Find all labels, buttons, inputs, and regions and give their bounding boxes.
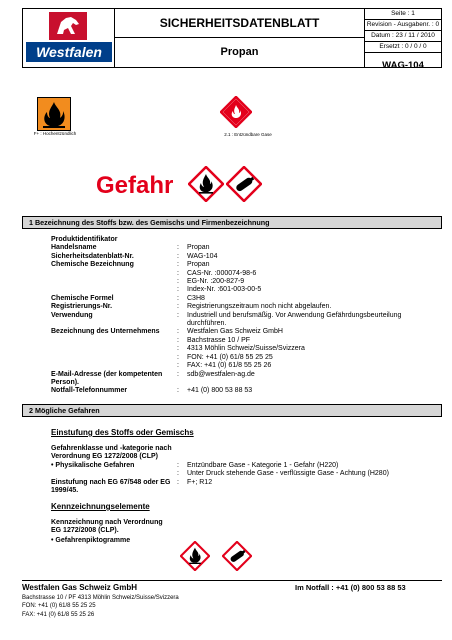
document-header bbox=[22, 8, 442, 71]
table-row bbox=[51, 244, 441, 252]
field-label: Handelsname bbox=[51, 244, 97, 252]
field-value bbox=[187, 312, 441, 329]
ghs-flame-icon-small bbox=[180, 541, 210, 576]
signal-word: Gefahr bbox=[96, 172, 174, 199]
field-label: • Physikalische Gefahren bbox=[51, 461, 135, 469]
field-separator bbox=[177, 236, 187, 244]
field-value bbox=[187, 244, 441, 252]
field-separator: : : : : : bbox=[177, 328, 179, 370]
ghs-gas-cylinder-icon bbox=[226, 166, 262, 207]
field-separator: : bbox=[177, 387, 179, 395]
field-value-line: Propan bbox=[187, 261, 210, 269]
field-value bbox=[187, 236, 441, 244]
field-separator: : : : : bbox=[177, 261, 179, 294]
field-value-line: Registrierungszeitraum noch nicht abgelaufen. bbox=[187, 303, 332, 311]
footer-company: Westfalen Gas Schweiz GmbH bbox=[22, 583, 137, 592]
field-value-line: EG-Nr. :200-827-9 bbox=[187, 278, 245, 286]
footer-emergency-number: Im Notfall : +41 (0) 800 53 88 53 bbox=[295, 583, 406, 592]
ghs-flame-icon bbox=[188, 166, 224, 207]
section-1-table bbox=[51, 236, 441, 396]
field-value bbox=[187, 328, 441, 370]
company-logo bbox=[23, 9, 115, 67]
issue-date: Datum : 23 / 11 / 2010 bbox=[365, 31, 441, 42]
revision-number: Revision - Ausgabenr. : 0 bbox=[365, 20, 441, 31]
field-value-line: WAG-104 bbox=[187, 252, 218, 260]
footer-phone: FON: +41 (0) 61/8 55 25 25 bbox=[22, 603, 96, 610]
field-separator: : bbox=[177, 370, 179, 378]
logo-wordmark: Westfalen bbox=[26, 42, 112, 62]
document-meta bbox=[365, 9, 441, 71]
page-number: Seite : 1 bbox=[365, 9, 441, 20]
field-separator bbox=[177, 445, 187, 462]
product-name: Propan bbox=[115, 38, 365, 67]
table-row bbox=[51, 371, 441, 388]
footer-fax: FAX: +41 (0) 61/8 55 25 26 bbox=[22, 611, 95, 618]
pictograms-heading: • Gefahrenpiktogramme bbox=[51, 537, 131, 544]
field-value bbox=[187, 387, 441, 395]
field-value-line: Bachstrasse 10 / PF bbox=[187, 336, 251, 344]
field-value bbox=[187, 253, 441, 261]
field-label: Chemische Formel bbox=[51, 294, 114, 302]
field-label: Bezeichnung des Unternehmens bbox=[51, 328, 160, 336]
field-value-line: Industriell und berufsmäßig. Vor Anwendung Gefährdungsbeurteilung durchführen. bbox=[187, 311, 402, 328]
footer-address bbox=[22, 594, 179, 619]
field-value bbox=[187, 303, 441, 311]
replaces-version: Ersetzt : 0 / 0 / 0 bbox=[365, 42, 441, 53]
field-value bbox=[187, 261, 441, 295]
table-row bbox=[51, 328, 441, 370]
table-row bbox=[51, 479, 441, 496]
field-value-line: Entzündbare Gase - Kategorie 1 - Gefahr (H220) bbox=[187, 461, 339, 469]
footer-divider bbox=[22, 580, 442, 581]
field-value bbox=[187, 445, 441, 462]
field-value-line: CAS-Nr. :000074-98-6 bbox=[187, 269, 257, 277]
field-label: Notfall-Telefonnummer bbox=[51, 387, 128, 395]
table-row bbox=[51, 253, 441, 261]
table-row bbox=[51, 387, 441, 395]
field-value-line: Index-Nr. :601-003-00-5 bbox=[187, 286, 262, 294]
table-row bbox=[51, 236, 441, 244]
footer-address-line: Bachstrasse 10 / PF 4313 Möhlin Schweiz/Suisse/Svizzera bbox=[22, 595, 179, 601]
field-separator: : bbox=[177, 478, 179, 486]
table-row bbox=[51, 261, 441, 295]
field-separator: : : bbox=[177, 461, 179, 478]
field-label: Verwendung bbox=[51, 311, 93, 319]
field-label: Einstufung nach EG 67/548 oder EG 1999/45. bbox=[51, 478, 171, 495]
field-separator: : bbox=[177, 303, 179, 311]
clp-label-heading: Kennzeichnung nach Verordnung EG 1272/2008 (CLP). bbox=[51, 519, 163, 535]
table-row bbox=[51, 295, 441, 303]
old-symbol-label: F+ : Hochentzündlich bbox=[33, 131, 77, 136]
table-row bbox=[51, 303, 441, 311]
field-value-line: C3H8 bbox=[187, 294, 205, 302]
document-code: WAG-104 bbox=[382, 60, 424, 71]
field-value-line: Unter Druck stehende Gase - verflüssigte Gase - Achtung (H280) bbox=[187, 470, 389, 478]
field-value-line: 4313 Möhlin Schweiz/Suisse/Svizzera bbox=[187, 345, 305, 353]
field-label: Chemische Bezeichnung bbox=[51, 261, 134, 269]
horse-logo-icon bbox=[49, 12, 87, 40]
section-2-heading: 2 Mögliche Gefahren bbox=[22, 404, 442, 417]
field-separator: : bbox=[177, 252, 179, 260]
field-value-line: sdb@westfalen-ag.de bbox=[187, 370, 255, 378]
classification-subheading: Einstufung des Stoffs oder Gemischs bbox=[51, 428, 194, 437]
field-label: Registrierungs-Nr. bbox=[51, 303, 113, 311]
field-value bbox=[187, 295, 441, 303]
flammable-old-symbol-icon bbox=[37, 97, 71, 131]
ghs-gas-cylinder-icon-small bbox=[222, 541, 252, 576]
field-value bbox=[187, 371, 441, 388]
field-value bbox=[187, 462, 441, 479]
field-label: E-Mail-Adresse (der kompetenten Person). bbox=[51, 370, 163, 386]
field-label: Sicherheitsdatenblatt-Nr. bbox=[51, 252, 134, 260]
label-elements-subheading: Kennzeichnungselemente bbox=[51, 502, 150, 511]
field-value-line: Propan bbox=[187, 244, 210, 252]
field-value-line: +41 (0) 800 53 88 53 bbox=[187, 387, 253, 395]
table-row bbox=[51, 445, 441, 462]
field-value-line: FON: +41 (0) 61/8 55 25 25 bbox=[187, 353, 273, 361]
field-value bbox=[187, 479, 441, 496]
section-2-table bbox=[51, 445, 441, 495]
table-row bbox=[51, 312, 441, 329]
field-value-line: FAX: +41 (0) 61/8 55 25 26 bbox=[187, 362, 272, 370]
field-separator: : bbox=[177, 244, 179, 252]
ghs-flammable-icon bbox=[220, 96, 252, 133]
ghs-class-label: 2.1 : Entzündbare Gase bbox=[224, 132, 272, 137]
field-value-line: Westfalen Gas Schweiz GmbH bbox=[187, 328, 283, 336]
field-value-line: F+; R12 bbox=[187, 478, 213, 486]
field-separator: : bbox=[177, 294, 179, 302]
field-label: Produktidentifikator bbox=[51, 236, 118, 243]
document-title: SICHERHEITSDATENBLATT bbox=[115, 9, 365, 38]
section-1-heading: 1 Bezeichnung des Stoffs bzw. des Gemischs und Firmenbezeichnung bbox=[22, 216, 442, 229]
field-label: Gefahrenklasse und -kategorie nach Verordnung EG 1272/2008 (CLP) bbox=[51, 445, 172, 461]
field-separator: : bbox=[177, 311, 179, 319]
table-row bbox=[51, 462, 441, 479]
